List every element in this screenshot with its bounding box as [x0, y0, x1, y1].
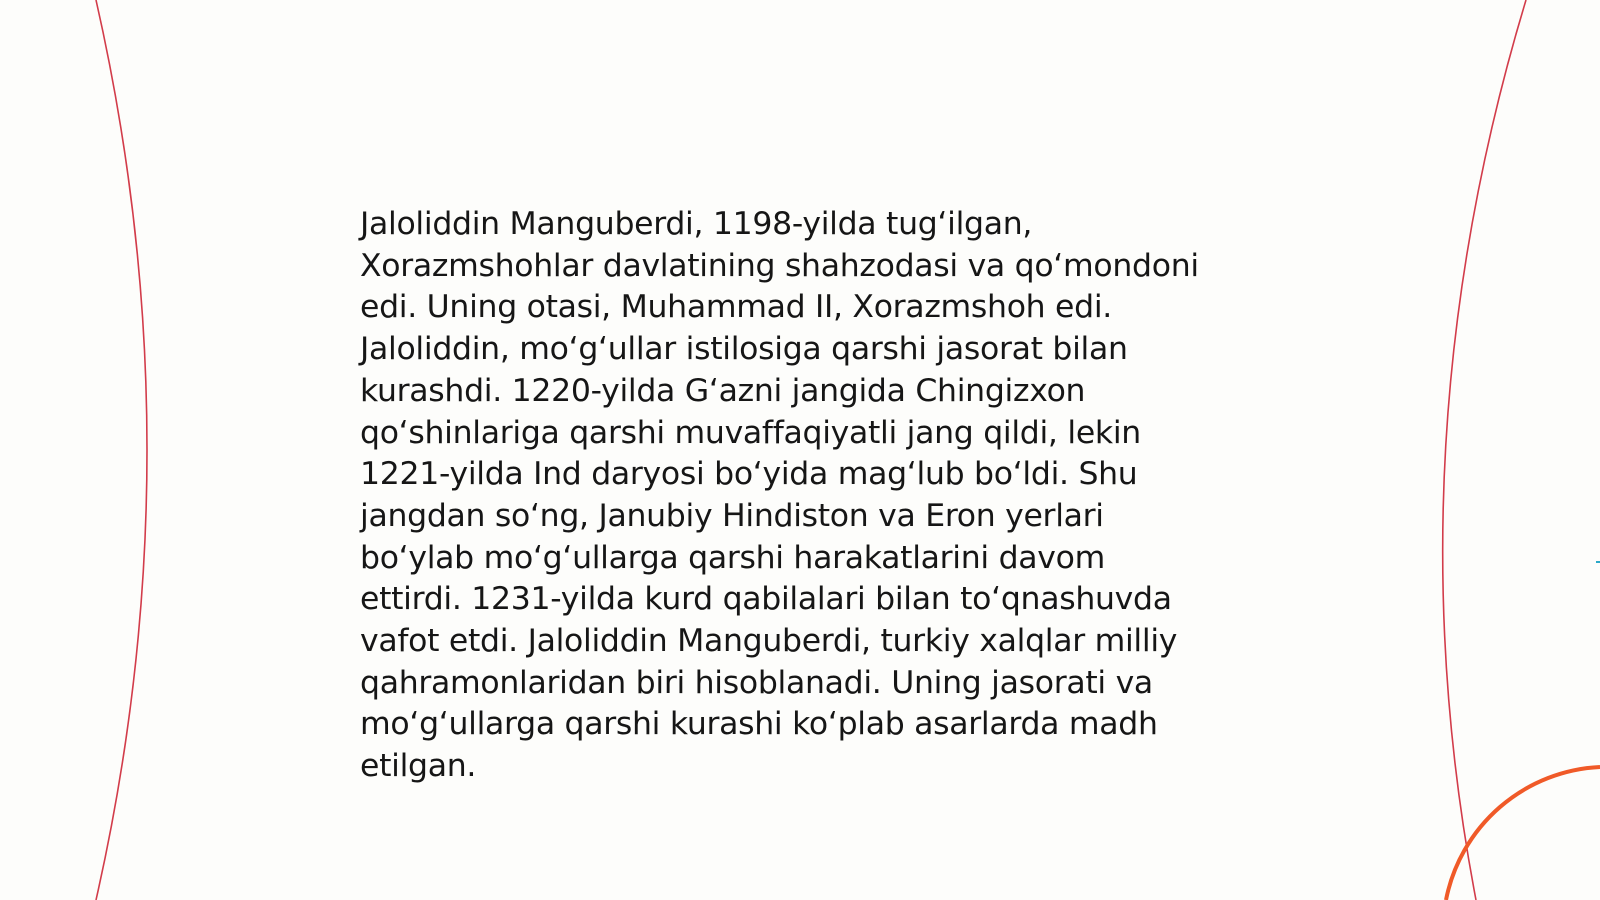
text-line: Jaloliddin, moʻgʻullar istilosiga qarshi jasorat bilan: [360, 331, 1128, 368]
left-curve-line: [96, 0, 147, 900]
text-line: qoʻshinlariga qarshi muvaffaqiyatli jang qildi, lekin: [360, 414, 1141, 451]
text-line: Xorazmshohlar davlatining shahzodasi va qoʻmondoni: [360, 247, 1199, 284]
text-line: edi. Uning otasi, Muhammad II, Xorazmshoh edi.: [360, 289, 1112, 326]
text-line: boʻylab moʻgʻullarga qarshi harakatlarini davom: [360, 539, 1105, 576]
text-line: Jaloliddin Manguberdi, 1198-yilda tugʻilgan,: [360, 206, 1033, 242]
orange-arc: [1446, 767, 1600, 900]
text-line: jangdan soʻng, Janubiy Hindiston va Eron yerlari: [360, 497, 1104, 534]
text-line: kurashdi. 1220-yilda Gʻazni jangida Chingizxon: [360, 372, 1086, 409]
text-line: moʻgʻullarga qarshi kurashi koʻplab asarlarda madh: [360, 706, 1158, 743]
text-line: etilgan.: [360, 748, 477, 785]
slide-body-text: [360, 204, 1260, 788]
text-line: ettirdi. 1231-yilda kurd qabilalari bilan toʻqnashuvda: [360, 581, 1172, 618]
text-line: qahramonlaridan biri hisoblanadi. Uning jasorati va: [360, 664, 1153, 701]
text-line: 1221-yilda Ind daryosi boʻyida magʻlub boʻldi. Shu: [360, 456, 1138, 493]
text-line: vafot etdi. Jaloliddin Manguberdi, turkiy xalqlar milliy: [360, 623, 1178, 660]
right-curve-line: [1443, 0, 1526, 900]
